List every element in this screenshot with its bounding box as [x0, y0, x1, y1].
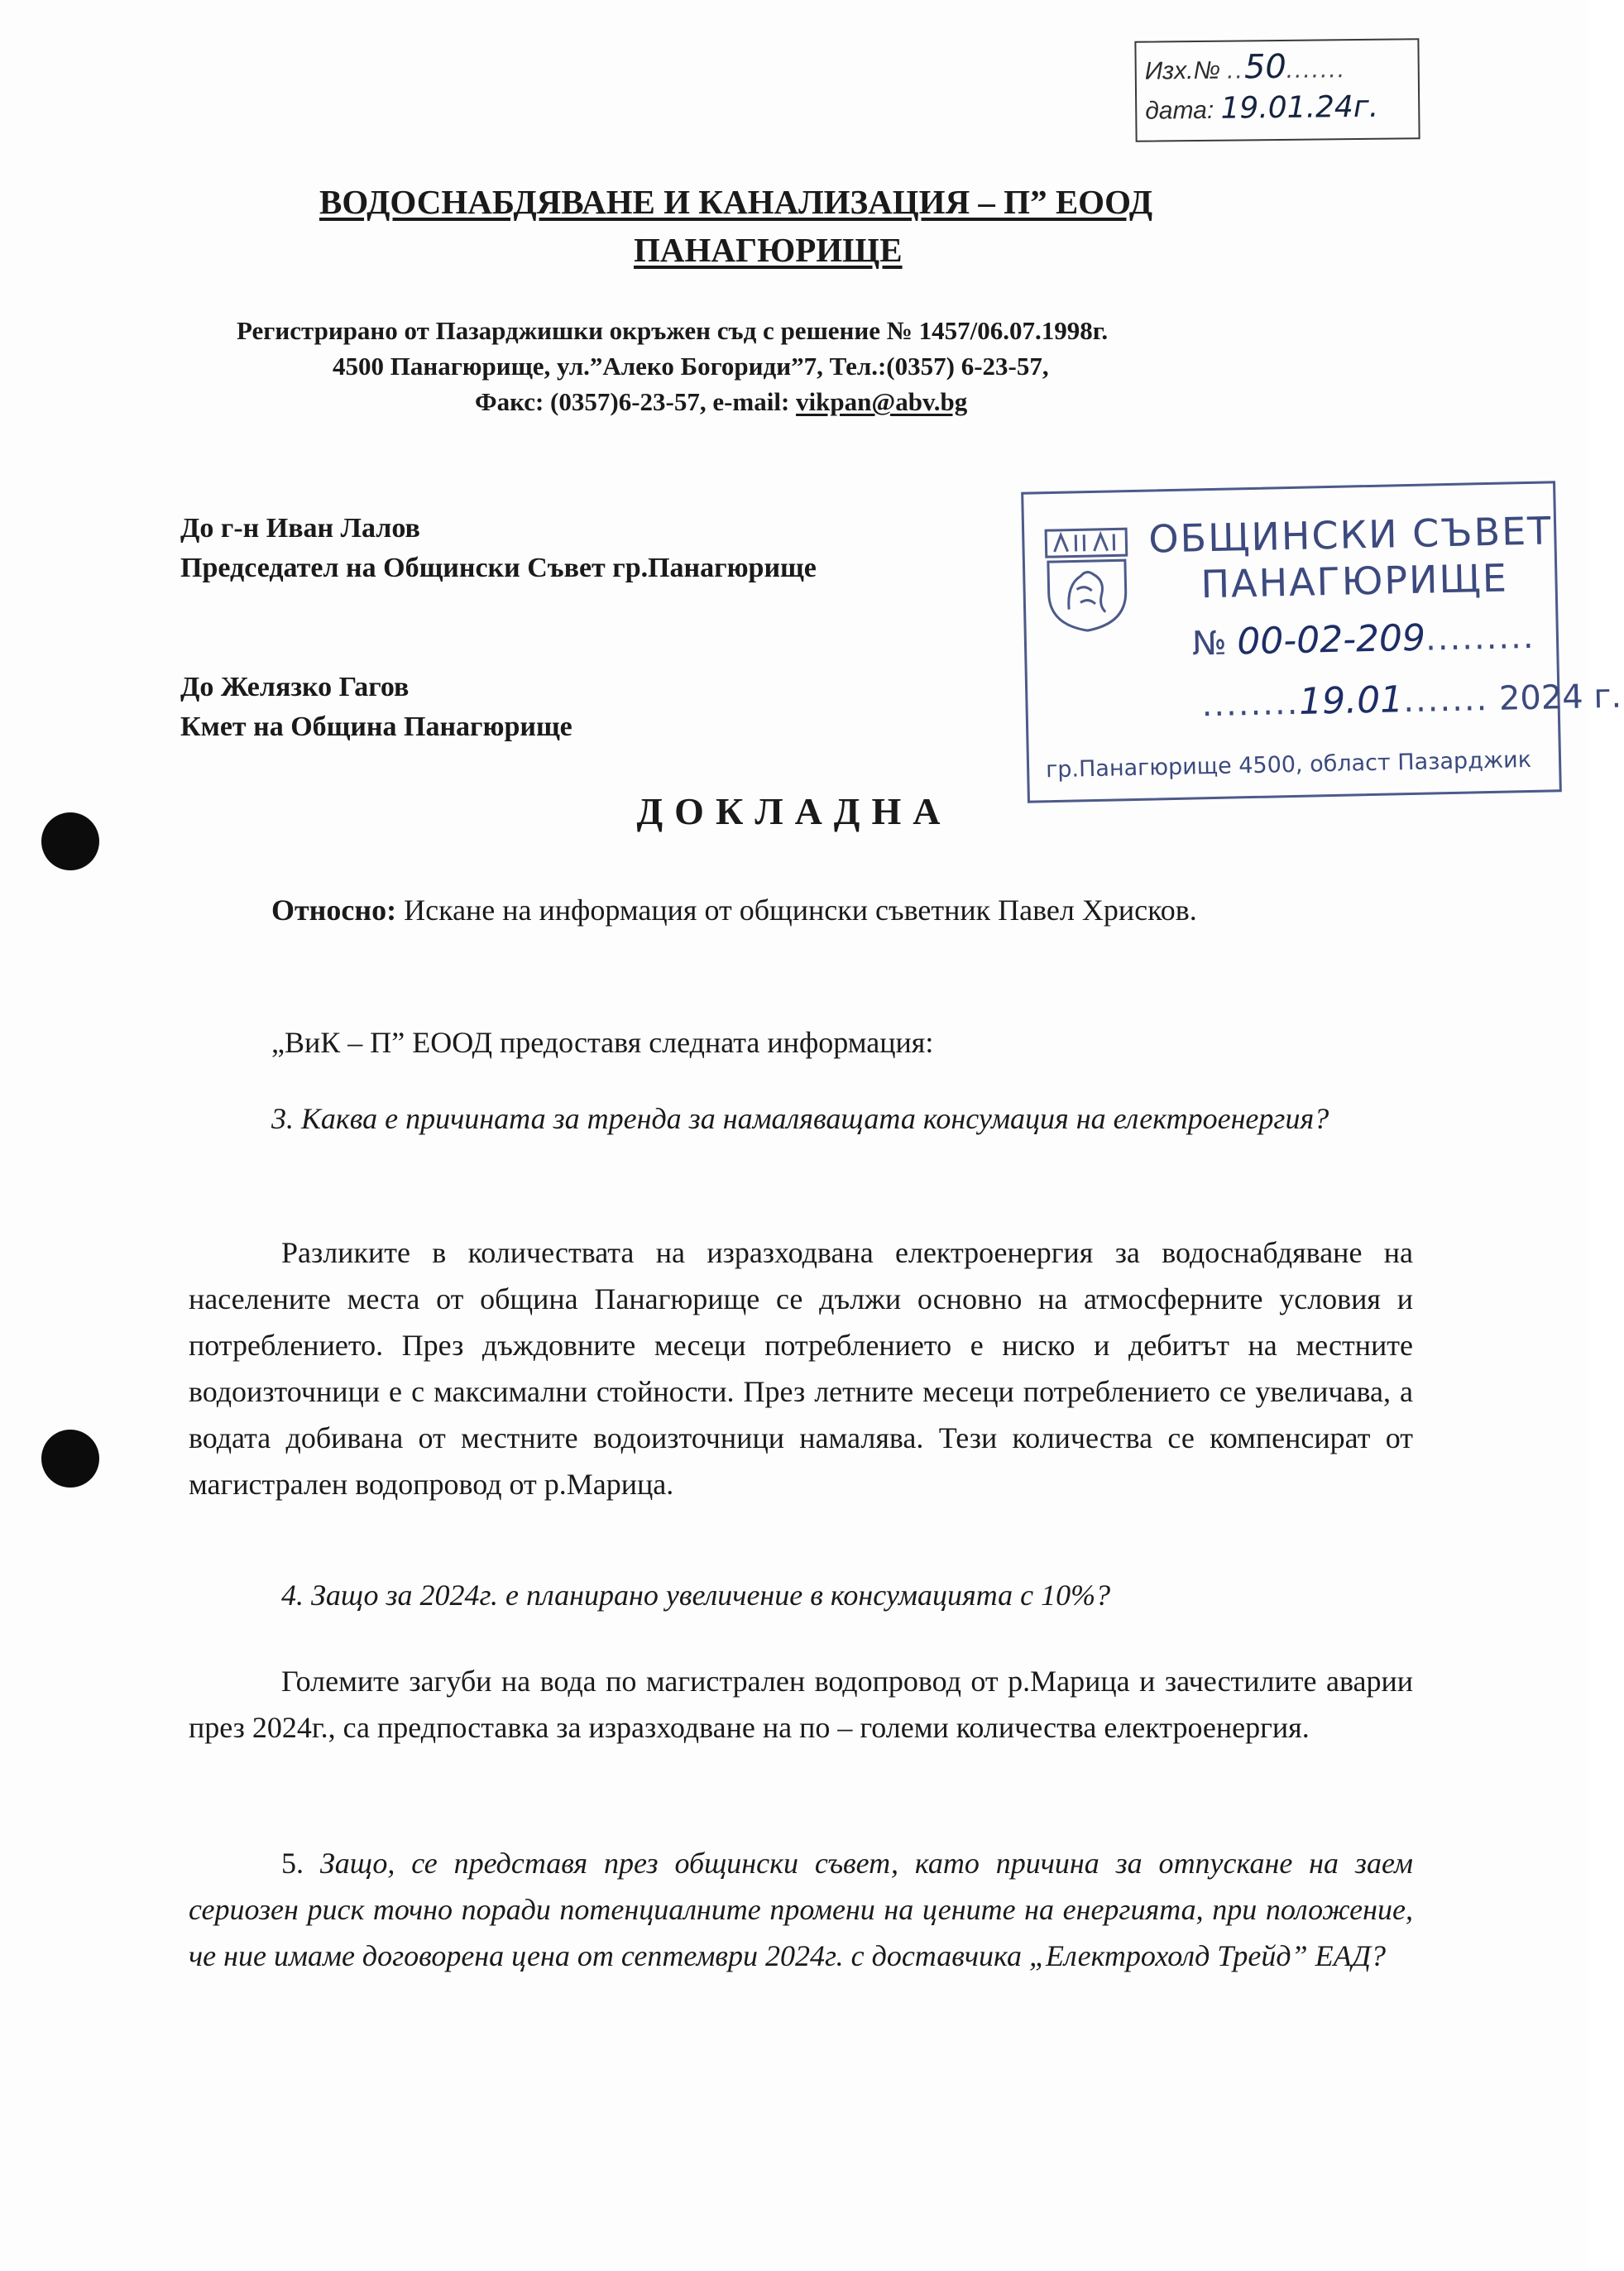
stamp-title-line1: ОБЩИНСКИ СЪВЕТ — [1147, 508, 1553, 562]
stamp-number-row: № 00-02-209......... — [1191, 616, 1535, 664]
addressee-1-title: Председател на Общински Съвет гр.Панагюрище — [180, 553, 817, 583]
answer-3 — [189, 1229, 1413, 1507]
stamp-date-row: ........19.01....... 2024 г. — [1201, 677, 1622, 725]
stamp-date-value: 19.01 — [1298, 678, 1404, 723]
stamp-number-value: 00-02-209 — [1236, 616, 1426, 664]
incoming-stamp — [1021, 481, 1622, 803]
letterhead-city: ПАНАГЮРИЩЕ — [634, 231, 903, 269]
stamp-number-label: № — [1191, 624, 1228, 664]
stamp-year: 2024 г. — [1498, 677, 1622, 718]
question-5-number: 5. — [281, 1847, 304, 1880]
question-4 — [189, 1572, 1413, 1618]
letterhead-company: ВОДОСНАБДЯВАНЕ И КАНАЛИЗАЦИЯ – П” ЕООД — [319, 183, 1153, 221]
fax-text: Факс: (0357)6-23-57, e-mail: — [475, 387, 797, 416]
registration-line: Регистрирано от Пазарджишки окръжен съд с решение № 1457/06.07.1998г. — [237, 316, 1109, 345]
addressee-2-name: До Желязко Гагов — [180, 672, 410, 702]
outgoing-number-value: 50 — [1243, 47, 1287, 87]
subject-paragraph — [189, 887, 1413, 933]
outgoing-date-value: 19.01.24г. — [1220, 89, 1379, 126]
question-4-text: 4. Защо за 2024г. е планирано увеличение в консумацията с 10%? — [281, 1579, 1111, 1612]
document-title: ДОКЛАДНА — [636, 790, 952, 832]
question-3-text: 3. Каква е причината за тренда за намаляващата консумация на електроенергия? — [271, 1102, 1329, 1135]
stamp-footer: гр.Панагюрище 4500, област Пазарджик — [1045, 746, 1532, 783]
addressee-1-name: До г-н Иван Лалов — [180, 513, 420, 544]
question-5-text: Защо, се представя през общински съвет, като причина за отпускане на заем сериозен риск точно поради потенциалните промени на цените на енергията, при положение, че ние имаме договорена цена от септември 2024г. с доставчика „Електрохолд Трейд” ЕАД? — [189, 1847, 1414, 1972]
stamp-title-line2: ПАНАГЮРИЩЕ — [1200, 555, 1509, 607]
addressee-2-title: Кмет на Община Панагюрище — [180, 711, 572, 742]
intro-paragraph — [189, 1019, 1413, 1066]
outgoing-number-label: Изх.№ — [1144, 56, 1221, 85]
answer-4-text: Големите загуби на вода по магистрален водопровод от р.Марица и зачестилите аварии през 2024г., са предпоставка за изразходване на по – големи количества електроенергия. — [189, 1665, 1413, 1744]
question-5 — [189, 1840, 1413, 1979]
answer-3-text: Разликите в количествата на изразходвана електроенергия за водоснабдяване на населените места от община Панагюрище се дължи основно на атмосферните условия и потреблението. През дъждовните месеци потреблението е ниско и дебитът на местните водоизточници е с максимални стойности. През летните месеци потреблението се увеличава, а водата добивана от местните водоизточници намалява. Тези количества се компенсират от магистрален водопровод от р.Марица. — [189, 1236, 1413, 1501]
outgoing-number-row: Изх.№ ..50....... — [1144, 47, 1347, 87]
subject-text: Искане на информация от общински съветник Павел Хрисков. — [404, 894, 1197, 927]
outgoing-date-row — [1145, 90, 1378, 127]
contact-line — [475, 387, 967, 417]
coat-of-arms-icon — [1042, 525, 1132, 635]
subject-label: Относно: — [271, 894, 397, 927]
email-link[interactable]: vikpan@abv.bg — [796, 387, 968, 416]
address-line: 4500 Панагюрище, ул.”Алеко Богориди”7, Тел.:(0357) 6-23-57, — [333, 352, 1049, 381]
answer-4 — [189, 1658, 1413, 1751]
outgoing-date-label: дата: — [1145, 96, 1214, 125]
intro-text: „ВиК – П” ЕООД предоставя следната информация: — [271, 1026, 934, 1059]
question-3 — [189, 1095, 1413, 1142]
outgoing-number-box — [1134, 38, 1420, 142]
binder-hole-bottom — [41, 1430, 99, 1488]
